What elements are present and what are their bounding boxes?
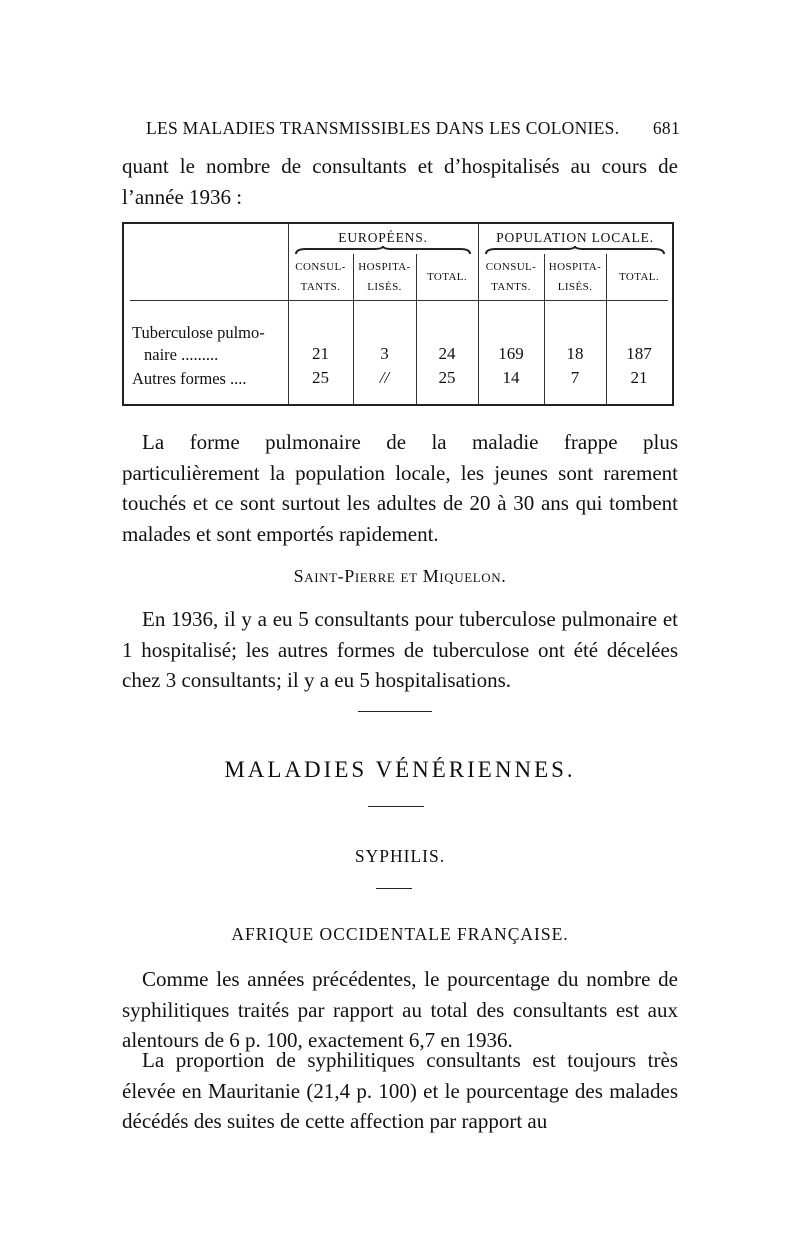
intro-paragraph: quant le nombre de consultants et d’hospitalisés au cours de l’année 1936 :	[122, 154, 678, 209]
column-header-pl-hospitalises: HOSPITA- LISÉS.	[548, 261, 602, 293]
table-cell: 18	[566, 344, 584, 363]
column-header-eu-hospitalises: HOSPITA- LISÉS.	[358, 261, 411, 293]
paragraph-saint-pierre: En 1936, il y a eu 5 consultants pour tuberculose pulmonaire et 1 hospitalisé; les autres formes de tuberculose ont été décelées chez 3 consultants; il y a eu 5 hospitalisations.	[122, 607, 678, 692]
row-label-autres-formes: Autres formes ....	[132, 369, 247, 388]
paragraph-mauritanie: La proportion de syphilitiques consultants est toujours très élevée en Mauritanie (21,4 p. 100) et le pourcentage des malades décédés des suites de cette affection par rapport au	[122, 1048, 678, 1133]
column-header-pl-consultants: CONSUL- TANTS.	[485, 261, 537, 293]
divider	[368, 806, 424, 807]
brace-europeens	[294, 246, 472, 256]
chapter-title: MALADIES VÉNÉRIENNES.	[224, 757, 576, 782]
paragraph-pulmonary-form: La forme pulmonaire de la maladie frappe plus particulièrement la population locale, les jeunes sont rarement touchés et ce sont surtout les adultes de 20 à 30 ans qui tombent malades et sont emportés rapidement.	[122, 430, 678, 546]
table-cell: 14	[502, 368, 520, 387]
table-cell: 7	[570, 368, 580, 387]
group-header-population-locale: POPULATION LOCALE.	[496, 230, 654, 245]
column-header-pl-total: TOTAL.	[618, 271, 660, 283]
running-head	[146, 118, 680, 139]
subtitle-syphilis: SYPHILIS.	[354, 846, 446, 866]
statistics-table	[122, 222, 674, 406]
table-cell: 21	[630, 368, 648, 387]
region-heading: AFRIQUE OCCIDENTALE FRANÇAISE.	[231, 924, 569, 944]
brace-population-locale	[484, 246, 666, 256]
page-number: 681	[652, 118, 680, 138]
table-cell: 187	[626, 344, 652, 363]
group-header-europeens: EUROPÉENS.	[338, 230, 428, 245]
section-heading-saint-pierre: Saint-Pierre et Miquelon.	[293, 566, 507, 586]
table-cell: 25	[312, 368, 329, 387]
column-header-eu-consultants: CONSUL- TANTS.	[295, 261, 346, 293]
row-label-tuberculose-pulmonaire: Tuberculose pulmo- naire .........	[132, 323, 265, 364]
paragraph-syphilis-percentage: Comme les années précédentes, le pourcentage du nombre de syphilitiques traités par rapport au total des consultants est aux alentours de 6 p. 100, exactement 6,7 en 1936.	[122, 967, 678, 1052]
table-cell: 169	[498, 344, 524, 363]
table-cell: 3	[380, 344, 389, 363]
divider	[358, 711, 432, 712]
table-cell: //	[379, 368, 390, 387]
divider	[376, 888, 412, 889]
table-cell: 25	[438, 368, 456, 387]
column-header-eu-total: TOTAL.	[426, 271, 468, 283]
table-cell: 24	[438, 344, 456, 363]
running-title: LES MALADIES TRANSMISSIBLES DANS LES COLONIES.	[146, 118, 620, 138]
table-cell: 21	[312, 344, 329, 363]
